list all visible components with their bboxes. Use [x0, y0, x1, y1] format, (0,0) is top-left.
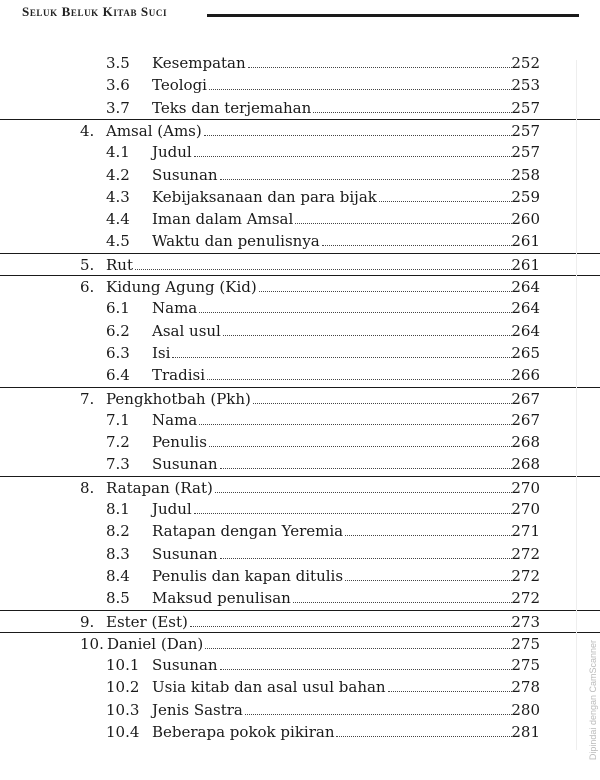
toc-entry-title-text: Amsal (Ams) — [106, 121, 202, 140]
toc-entry-title — [152, 409, 512, 431]
toc-entry-page: 272 — [511, 566, 540, 585]
toc-entry-title — [152, 543, 512, 565]
toc-entry-title-text: Kebijaksanaan dan para bijak — [152, 187, 377, 206]
toc-entry-number: 6.1 — [106, 299, 130, 318]
dot-leader — [322, 245, 512, 246]
toc-entry-number: 8.2 — [106, 522, 130, 541]
toc-entry-number: 3.5 — [106, 54, 130, 72]
toc-entry-page: 252 — [511, 54, 540, 72]
toc-entry-title — [106, 276, 512, 298]
toc-entry-title — [152, 320, 512, 342]
toc-entry-title-text: Ratapan dengan Yeremia — [152, 522, 344, 541]
toc-entry-page: 267 — [511, 410, 540, 429]
toc-entry-title-text: Nama — [152, 299, 198, 318]
toc-entry-title-text: Teks dan terjemahan — [152, 98, 312, 117]
toc-entry-page: 261 — [511, 255, 540, 274]
toc-entry-number: 10.2 — [106, 678, 140, 697]
toc-entry-number: 10. — [80, 634, 104, 653]
toc-entry-page: 270 — [511, 500, 540, 518]
toc-section-row — [0, 186, 600, 208]
dot-leader — [220, 558, 512, 559]
toc-entry-number: 4.5 — [106, 232, 130, 251]
toc-entry-title-text: Judul — [152, 500, 192, 518]
dot-leader — [245, 714, 512, 715]
toc-entry-title — [152, 654, 512, 676]
toc-entry-number: 3.6 — [106, 76, 130, 95]
toc-entry-page: 257 — [511, 98, 540, 117]
toc-section-row — [0, 230, 600, 252]
toc-section-row — [0, 74, 600, 96]
toc-entry-title-text: Nama — [152, 410, 198, 429]
toc-entry-title — [152, 364, 512, 386]
dot-leader — [209, 446, 512, 447]
dot-leader — [215, 492, 512, 493]
toc-entry-number: 7. — [80, 389, 95, 408]
toc-section-row — [0, 97, 600, 119]
toc-entry-title — [106, 611, 512, 633]
toc-entry-title — [152, 565, 512, 587]
toc-entry-number: 4. — [80, 121, 95, 140]
toc-entry-title — [106, 254, 512, 276]
dot-leader — [248, 67, 512, 68]
toc-entry-title — [152, 141, 512, 163]
toc-entry-number: 10.1 — [106, 656, 140, 675]
toc-section-row — [0, 498, 600, 520]
toc-section-row — [0, 565, 600, 587]
toc-entry-title — [106, 388, 512, 410]
toc-entry-page: 272 — [511, 589, 540, 608]
toc-entry-title-text: Tradisi — [152, 366, 206, 385]
toc-entry-title — [152, 431, 512, 453]
toc-entry-number: 3.7 — [106, 98, 130, 117]
toc-entry-number: 10.4 — [106, 723, 140, 741]
scanner-watermark: Dipindai dengan CamScanner — [588, 640, 598, 761]
toc-entry-title-text: Isi — [152, 343, 171, 362]
toc-entry-title-text: Ester (Est) — [106, 612, 188, 631]
toc-entry-number: 7.2 — [106, 433, 130, 452]
dot-leader — [388, 691, 512, 692]
toc-entry-number: 8.4 — [106, 566, 130, 585]
toc-entry-page: 268 — [511, 455, 540, 474]
toc-section-row — [0, 520, 600, 542]
toc-entry-title-text: Kesempatan — [152, 54, 246, 72]
toc-entry-title-text: Susunan — [152, 165, 218, 184]
toc-entry-title — [152, 208, 512, 230]
toc-entry-page: 268 — [511, 433, 540, 452]
toc-entry-number: 4.2 — [106, 165, 130, 184]
toc-section-row — [0, 164, 600, 186]
toc-entry-title — [152, 230, 512, 252]
toc-section-row — [0, 587, 600, 609]
header-rule — [207, 14, 579, 17]
toc-chapter-row — [0, 610, 600, 633]
dot-leader — [313, 112, 512, 113]
toc-entry-title — [152, 699, 512, 721]
toc-entry-page: 267 — [511, 389, 540, 408]
dot-leader — [293, 602, 512, 603]
toc-chapter-row — [0, 119, 600, 142]
toc-chapter-row — [0, 387, 600, 410]
toc-section-row — [0, 297, 600, 319]
toc-section-row — [0, 453, 600, 475]
toc-entry-page: 271 — [511, 522, 540, 541]
toc-entry-page: 257 — [511, 121, 540, 140]
toc-entry-page: 275 — [511, 634, 540, 653]
toc-entry-number: 10.3 — [106, 700, 140, 719]
toc-entry-number: 4.3 — [106, 187, 130, 206]
toc-entry-page: 265 — [511, 343, 540, 362]
toc-entry-page: 260 — [511, 210, 540, 229]
toc-section-row — [0, 721, 600, 743]
dot-leader — [259, 291, 512, 292]
toc-entry-number: 6. — [80, 278, 95, 296]
dot-leader — [204, 135, 512, 136]
toc-entry-title — [152, 520, 512, 542]
toc-entry-title-text: Penulis dan kapan ditulis — [152, 566, 344, 585]
toc-entry-page: 270 — [511, 478, 540, 497]
toc-entry-title-text: Rut — [106, 255, 133, 274]
toc-entry-number: 9. — [80, 612, 95, 631]
toc-entry-number: 4.1 — [106, 143, 130, 162]
toc-entry-title — [152, 186, 512, 208]
toc-entry-title-text: Jenis Sastra — [152, 700, 243, 719]
toc-entry-title-text: Susunan — [152, 656, 218, 675]
toc-entry-title-text: Usia kitab dan asal usul bahan — [152, 678, 386, 697]
toc-entry-page: 261 — [511, 232, 540, 251]
header-title: Seluk Beluk Kitab Suci — [22, 4, 168, 19]
dot-leader — [199, 424, 512, 425]
toc-entry-title-text: Asal usul — [152, 321, 221, 340]
toc-entry-title — [152, 164, 512, 186]
toc-entry-number: 5. — [80, 255, 95, 274]
toc-entry-title — [152, 297, 512, 319]
dot-leader — [199, 312, 512, 313]
toc-entry-title — [152, 676, 512, 698]
toc-entry-page: 264 — [511, 278, 540, 296]
dot-leader — [220, 669, 512, 670]
toc-entry-number: 7.1 — [106, 410, 130, 429]
running-header — [22, 4, 582, 26]
toc-section-row — [0, 699, 600, 721]
dot-leader — [194, 156, 512, 157]
toc-entry-page: 258 — [511, 165, 540, 184]
dot-leader — [223, 335, 512, 336]
toc-section-row — [0, 431, 600, 453]
toc-chapter-row — [0, 275, 600, 298]
dot-leader — [345, 535, 512, 536]
toc-entry-title-text: Ratapan (Rat) — [106, 478, 213, 497]
toc-entry-page: 280 — [511, 700, 540, 719]
toc-entry-page: 281 — [511, 723, 540, 741]
dot-leader — [220, 468, 512, 469]
toc-section-row — [0, 52, 600, 74]
toc-entry-title-text: Susunan — [152, 544, 218, 563]
toc-entry-page: 264 — [511, 321, 540, 340]
dot-leader — [220, 179, 512, 180]
toc-entry-page: 259 — [511, 187, 540, 206]
dot-leader — [379, 201, 512, 202]
toc-entry-page: 275 — [511, 656, 540, 675]
dot-leader — [209, 89, 512, 90]
toc-entry-number: 8.3 — [106, 544, 130, 563]
toc-entry-number: 6.2 — [106, 321, 130, 340]
toc-entry-number: 4.4 — [106, 210, 130, 229]
toc-section-row — [0, 141, 600, 163]
dot-leader — [345, 580, 512, 581]
page-edge-line — [576, 60, 577, 750]
toc-entry-title-text: Penulis — [152, 433, 207, 452]
toc-entry-title-text: Kidung Agung (Kid) — [106, 278, 257, 296]
toc-section-row — [0, 364, 600, 386]
toc-entry-title-text: Iman dalam Amsal — [152, 210, 294, 229]
toc-entry-title — [152, 74, 512, 96]
dot-leader — [135, 269, 512, 270]
toc-section-row — [0, 342, 600, 364]
toc-entry-number: 8.5 — [106, 589, 130, 608]
dot-leader — [207, 379, 512, 380]
toc-entry-title — [152, 453, 512, 475]
toc-entry-page: 272 — [511, 544, 540, 563]
toc-entry-title — [106, 477, 512, 499]
toc-entry-page: 264 — [511, 299, 540, 318]
toc-entry-title-text: Maksud penulisan — [152, 589, 291, 608]
toc-entry-number: 8. — [80, 478, 95, 497]
toc-entry-title — [107, 633, 512, 655]
toc-entry-title — [152, 498, 512, 520]
toc-section-row — [0, 676, 600, 698]
toc-entry-title — [152, 587, 512, 609]
toc-entry-title — [106, 120, 512, 142]
toc-entry-title-text: Teologi — [152, 76, 207, 95]
toc-entry-title — [152, 342, 512, 364]
dot-leader — [172, 357, 512, 358]
toc-entry-title-text: Daniel (Dan) — [107, 634, 204, 653]
toc-chapter-row — [0, 632, 600, 655]
toc-entry-title-text: Pengkhotbah (Pkh) — [106, 389, 251, 408]
toc-entry-title — [152, 97, 512, 119]
dot-leader — [205, 648, 512, 649]
toc-section-row — [0, 320, 600, 342]
toc-entry-page: 257 — [511, 143, 540, 162]
dot-leader — [336, 736, 512, 737]
dot-leader — [295, 223, 512, 224]
toc-chapter-row — [0, 253, 600, 276]
toc-entry-number: 6.4 — [106, 366, 130, 385]
dot-leader — [253, 403, 512, 404]
toc-entry-page: 278 — [511, 678, 540, 697]
toc-section-row — [0, 409, 600, 431]
toc-section-row — [0, 654, 600, 676]
toc-section-row — [0, 208, 600, 230]
toc-chapter-row — [0, 476, 600, 499]
toc-entry-number: 6.3 — [106, 343, 130, 362]
dot-leader — [194, 513, 512, 514]
toc-entry-number: 7.3 — [106, 455, 130, 474]
toc-entry-page: 273 — [511, 612, 540, 631]
dot-leader — [190, 626, 512, 627]
toc-entry-title-text: Waktu dan penulisnya — [152, 232, 320, 251]
toc-entry-title-text: Beberapa pokok pikiran — [152, 723, 335, 741]
toc-entry-title-text: Susunan — [152, 455, 218, 474]
toc-entry-title — [152, 721, 512, 743]
toc-entry-title — [152, 52, 512, 74]
toc-entry-title-text: Judul — [152, 143, 192, 162]
toc-entry-page: 253 — [511, 76, 540, 95]
toc-section-row — [0, 543, 600, 565]
toc-entry-page: 266 — [511, 366, 540, 385]
toc-entry-number: 8.1 — [106, 500, 130, 518]
